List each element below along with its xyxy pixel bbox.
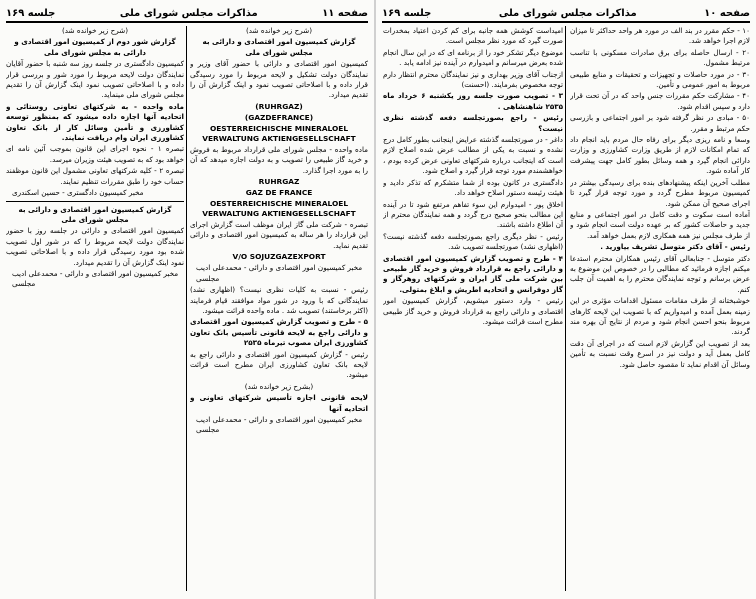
- page-number: صفحه ۱۰: [704, 7, 750, 19]
- paragraph: داغر - در صورتجلسه گذشته عرایض اینجانب بطور کامل درج نشده و نسبت به یکی از مطالب عرض شده اصلاح لازم است که اینجانب درباره شرکتهای تعاونی عرض کرده بودم ، خواهشمندم مورد توجه قرار گیرد و اصلاح شود.: [383, 135, 563, 176]
- latin-name: OESTERREICHISCHE MINERALOEL VERWALTUNG AKTIENGESELLSCHAFT: [202, 123, 356, 143]
- paragraph: رئیس - نظر دیگری راجع بصورتجلسه دفعه گذشته نیست؟ (اظهاری نشد) صورتجلسه تصویب شد.: [383, 231, 563, 252]
- session-label: جلسه ۱۶۹: [6, 7, 56, 19]
- paragraph: تبصره - شرکت ملی گاز ایران موظف است گزارش اجرای این قرارداد را هر ساله به کمیسیون امور اقتصادی و دارائی تقدیم نماید.: [190, 220, 368, 250]
- latin-name: GAZ DE FRANCE: [245, 188, 313, 198]
- paragraph: موضوع دیگر تشکر خود را از برنامه ای که در این سال انجام شده بعرض میرسانم و امیدوارم در آینده نیز ادامه یابد .: [383, 47, 563, 68]
- paragraph: گزارش کمیسیون امور اقتصادی و دارائی به مجلس شورای ملی: [18, 204, 172, 224]
- paragraph: ۱۰ - حکم مقرر در بند الف در مورد هر واحد حداکثر تا میزان لازم اجرا خواهد شد.: [570, 26, 750, 46]
- signature-line: مخبر کمیسیون دادگستری - حسین اسکندری: [12, 188, 144, 198]
- speaker-line: رئیس - راجع بصورتجلسه دفعه گذشته نظری نیست؟: [383, 113, 563, 133]
- paragraph: بعد از تصویب این گزارش لازم است که در اجرای آن دقت کامل بعمل آید و دولت نیز در اسرع وقت نسبت به تأمین وسائل آن اقدام نماید تا مقصود حاصل شود.: [570, 338, 750, 369]
- paragraph: کمیسیون امور اقتصادی و دارائی در جلسه روز با حضور نمایندگان دولت لایحه مربوط را که در شور اول تصویب شده بود مورد رسیدگی قرار داده و با اصلاحاتی تصویب نمود اینک گزارش آن را تقدیم میدارد.: [6, 226, 184, 267]
- paragraph: دکتر متوسل - جنابعالی آقای رئیس همکاران محترم استدعا میکنم اجازه فرمائید که مطالبی را در خصوص این موضوع به عرض برسانم و توجه نمایندگان محترم را به اهمیت آن جلب کنم.: [570, 253, 750, 294]
- header-rule: [382, 21, 750, 23]
- paragraph: (شرح زیر خوانده شد): [245, 26, 312, 35]
- page-10: [376, 0, 756, 599]
- page-header: [6, 6, 368, 20]
- latin-name: V/O SOJUZGAZEXPORT: [232, 252, 326, 262]
- right-page-column-left: [383, 26, 563, 593]
- paragraph: ۴۰ - مشارکت حکم مقررات جنس واحد که در آن تحت قرار دارد و سپس اقدام شود.: [570, 91, 750, 111]
- paragraph: گزارش کمیسیون امور اقتصادی و دارائی به مجلس شورای ملی: [202, 37, 356, 57]
- latin-name: RUHRGAZ: [258, 177, 300, 187]
- paragraph: امیداست کوشش همه جانبه برای کم کردن اعتیاد بمخدرات صورت گیرد که مورد نظر مجلس است.: [383, 26, 563, 46]
- header-rule: [6, 21, 368, 23]
- paragraph: (شرح زیر خوانده شد): [61, 26, 128, 35]
- paragraph: کمیسیون امور اقتصادی و دارائی با حضور آقای وزیر و نمایندگان دولت تشکیل و لایحه مربوط را مورد رسیدگی قرار داده و با اصلاحاتی تصویب نمود و اینک گزارش آن را تقدیم میدارد.: [190, 59, 368, 100]
- paragraph: (بشرح زیر خوانده شد): [244, 381, 314, 391]
- page-title: مذاکرات مجلس شورای ملی: [119, 7, 258, 19]
- section-heading: ۳ - تصویب صورت جلسه روز یکشنبه ۶ خرداد ماه ۲۵۳۵ شاهنشاهی .: [383, 91, 563, 111]
- signature-line: مخبر کمیسیون امور اقتصادی و دارائی - محمدعلی ادیب مجلسی: [196, 414, 363, 435]
- column-divider: [565, 26, 566, 591]
- divider: [6, 201, 184, 202]
- paragraph: ماده واحده - مجلس شورای ملی قرارداد مربوط به فروش و خرید گاز طبیعی را تصویب و به دولت اجازه میدهد که آن را به مورد اجرا گذارد.: [190, 144, 368, 175]
- signature-line: مخبر کمیسیون امور اقتصادی و دارائی - محمدعلی ادیب مجلسی: [196, 263, 363, 283]
- section-heading: ۴ - طرح و تصویب گزارش کمیسیون امور اقتصادی و دارائی راجع به قرارداد فروش و خرید گاز طبیعی بین شرکت ملی گاز ایران و شرکتهای روهرگاز و گاز دوفرانس و اتحادیه اطریش و ابلاغ بمتولی.: [383, 253, 563, 294]
- page-header: [382, 6, 750, 20]
- left-page-column-right: [190, 26, 368, 593]
- latin-name: (RUHRGAZ): [255, 101, 303, 111]
- paragraph: رئیس - وارد دستور میشویم، گزارش کمیسیون امور اقتصادی و دارائی راجع به قرارداد فروش و خرید گاز طبیعی مطرح است قرائت میشود.: [383, 296, 563, 326]
- paragraph: تبصره ۲ - کلیه شرکتهای تعاونی مشمول این قانون موظفند حساب خود را طبق مقررات تنظیم نمایند.: [6, 166, 184, 186]
- paragraph: ازجناب آقای وزیر بهداری و نیز نمایندگان محترم انتظار دارم توجه مخصوص بفرمایند. (احسنت): [383, 69, 563, 90]
- paragraph: وسعا و نامه ریزی دیگر برای رفاه حال مردم باید انجام داد که تمام امکانات لازم از طریق وزارت کشاورزی و وزارت دارائی انجام گیرد و همه وسائل بطور کامل جهت پیشرفت کار آماده شود.: [570, 135, 750, 176]
- paragraph: تبصره ۱ - نحوه اجرای این قانون بموجب آئین نامه ای خواهد بود که به تصویب هیئت وزیران میرسد.: [6, 144, 184, 164]
- paragraph: خوشبختانه از طرف مقامات مسئول اقدامات مؤثری در این زمینه بعمل آمده و امیدواریم که با تصویب این لایحه کارهای مربوط بنحو احسن انجام شود و مردم از نتایج آن بهره مند گردند.: [570, 296, 750, 337]
- left-page-column-left: [6, 26, 184, 593]
- speaker-line: رئیس - آقای دکتر متوسل تشریف بیاورید .: [600, 242, 750, 252]
- paragraph: ماده واحده - به شرکتهای تعاونی روستائی و اتحادیه آنها اجازه داده میشود که بمنظور توسعه کشاورزی و تأمین وسائل کار از بانک تعاون کشاورزی ایران وام دریافت نمایند.: [6, 101, 184, 143]
- session-label: جلسه ۱۶۹: [382, 7, 432, 19]
- paragraph: رئیس - نسبت به کلیات نظری نیست؟ (اظهاری نشد) نمایندگانی که با ورود در شور مواد موافقند قیام فرمایند (اکثر برخاستند) تصویب شد . ماده واحده قرائت میشود.: [190, 285, 368, 315]
- paragraph: رئیس - گزارش کمیسیون امور اقتصادی و دارائی راجع به لایحه بانک تعاون کشاورزی ایران مطرح است قرائت میشود.: [190, 349, 368, 380]
- latin-name: (GAZDEFRANCE): [244, 112, 314, 122]
- page-number: صفحه ۱۱: [322, 7, 368, 19]
- signature-line: مخبر کمیسیون امور اقتصادی و دارائی - محمدعلی ادیب مجلسی: [12, 268, 179, 289]
- right-page-column-right: [570, 26, 750, 593]
- latin-name: OESTERREICHISCHE MINERALOEL VERWALTUNG AKTIENGESELLSCHAFT: [202, 199, 356, 219]
- paragraph: دادگستری در کانون بوده از شما متشکرم که تذکر دادید و هیئت رئیسه دستور اصلاح خواهد داد.: [383, 177, 563, 198]
- page-11: [0, 0, 376, 599]
- column-divider: [186, 26, 187, 591]
- paragraph: مطلب آخرین اینکه پیشنهادهای بنده برای رسیدگی بیشتر در کمیسیون مربوط مطرح گردد و مورد توجه قرار گیرد تا اجرای صحیح آن ممکن شود.: [570, 177, 750, 208]
- paragraph: ۲۰ - ارسال حاصله برای برق صادرات مسکونی با تناسب مرتبط مشمول.: [570, 47, 750, 68]
- paragraph: گزارش شور دوم از کمیسیون امور اقتصادی و دارائی به مجلس شورای ملی: [14, 37, 176, 57]
- paragraph: آماده است سکوت و دقت کامل در امور اجتماعی و منابع جدید و حاصلات کشور که بر عهده دولت است انجام شود و از طرف مجلس نیز همه همکاری لازم بعمل خواهد آمد.: [570, 209, 750, 240]
- paragraph: اخلاق پور - امیدوارم این سوء تفاهم مرتفع شود تا در آینده این مطالب بنحو صحیح درج گردد و همه نمایندگان محترم از آن اطلاع داشته باشند.: [383, 199, 563, 230]
- paragraph: کمیسیون دادگستری در جلسه روز سه شنبه با حضور آقایان نمایندگان دولت لایحه مربوط را مورد شور و بررسی قرار داده و با اصلاحاتی تصویب نمود اینک گزارش آن را تقدیم مجلس شورای ملی مینماید.: [6, 59, 184, 100]
- paragraph: ۵۰ - مبادی در نظر گرفته شود بر امور اجتماعی و بازرسی حکم مرتبط و مقرر.: [570, 113, 750, 133]
- paragraph: ۳۰ - در مورد حاصلات و تجهیزات و تحقیقات و منابع طبیعی مربوط به امور عمومی و تأمین.: [570, 69, 750, 90]
- section-heading: ۵ - طرح و تصویب گزارش کمیسیون امور اقتصادی و دارائی راجع به لایحه قانونی تأسیس بانک تعاون کشاورزی ایران مصوب تیرماه ۲۵۳۵: [190, 317, 368, 348]
- paragraph: لایحه قانونی اجازه تأسیس شرکتهای تعاونی و اتحادیه آنها: [190, 393, 368, 413]
- page-title: مذاکرات مجلس شورای ملی: [498, 7, 637, 19]
